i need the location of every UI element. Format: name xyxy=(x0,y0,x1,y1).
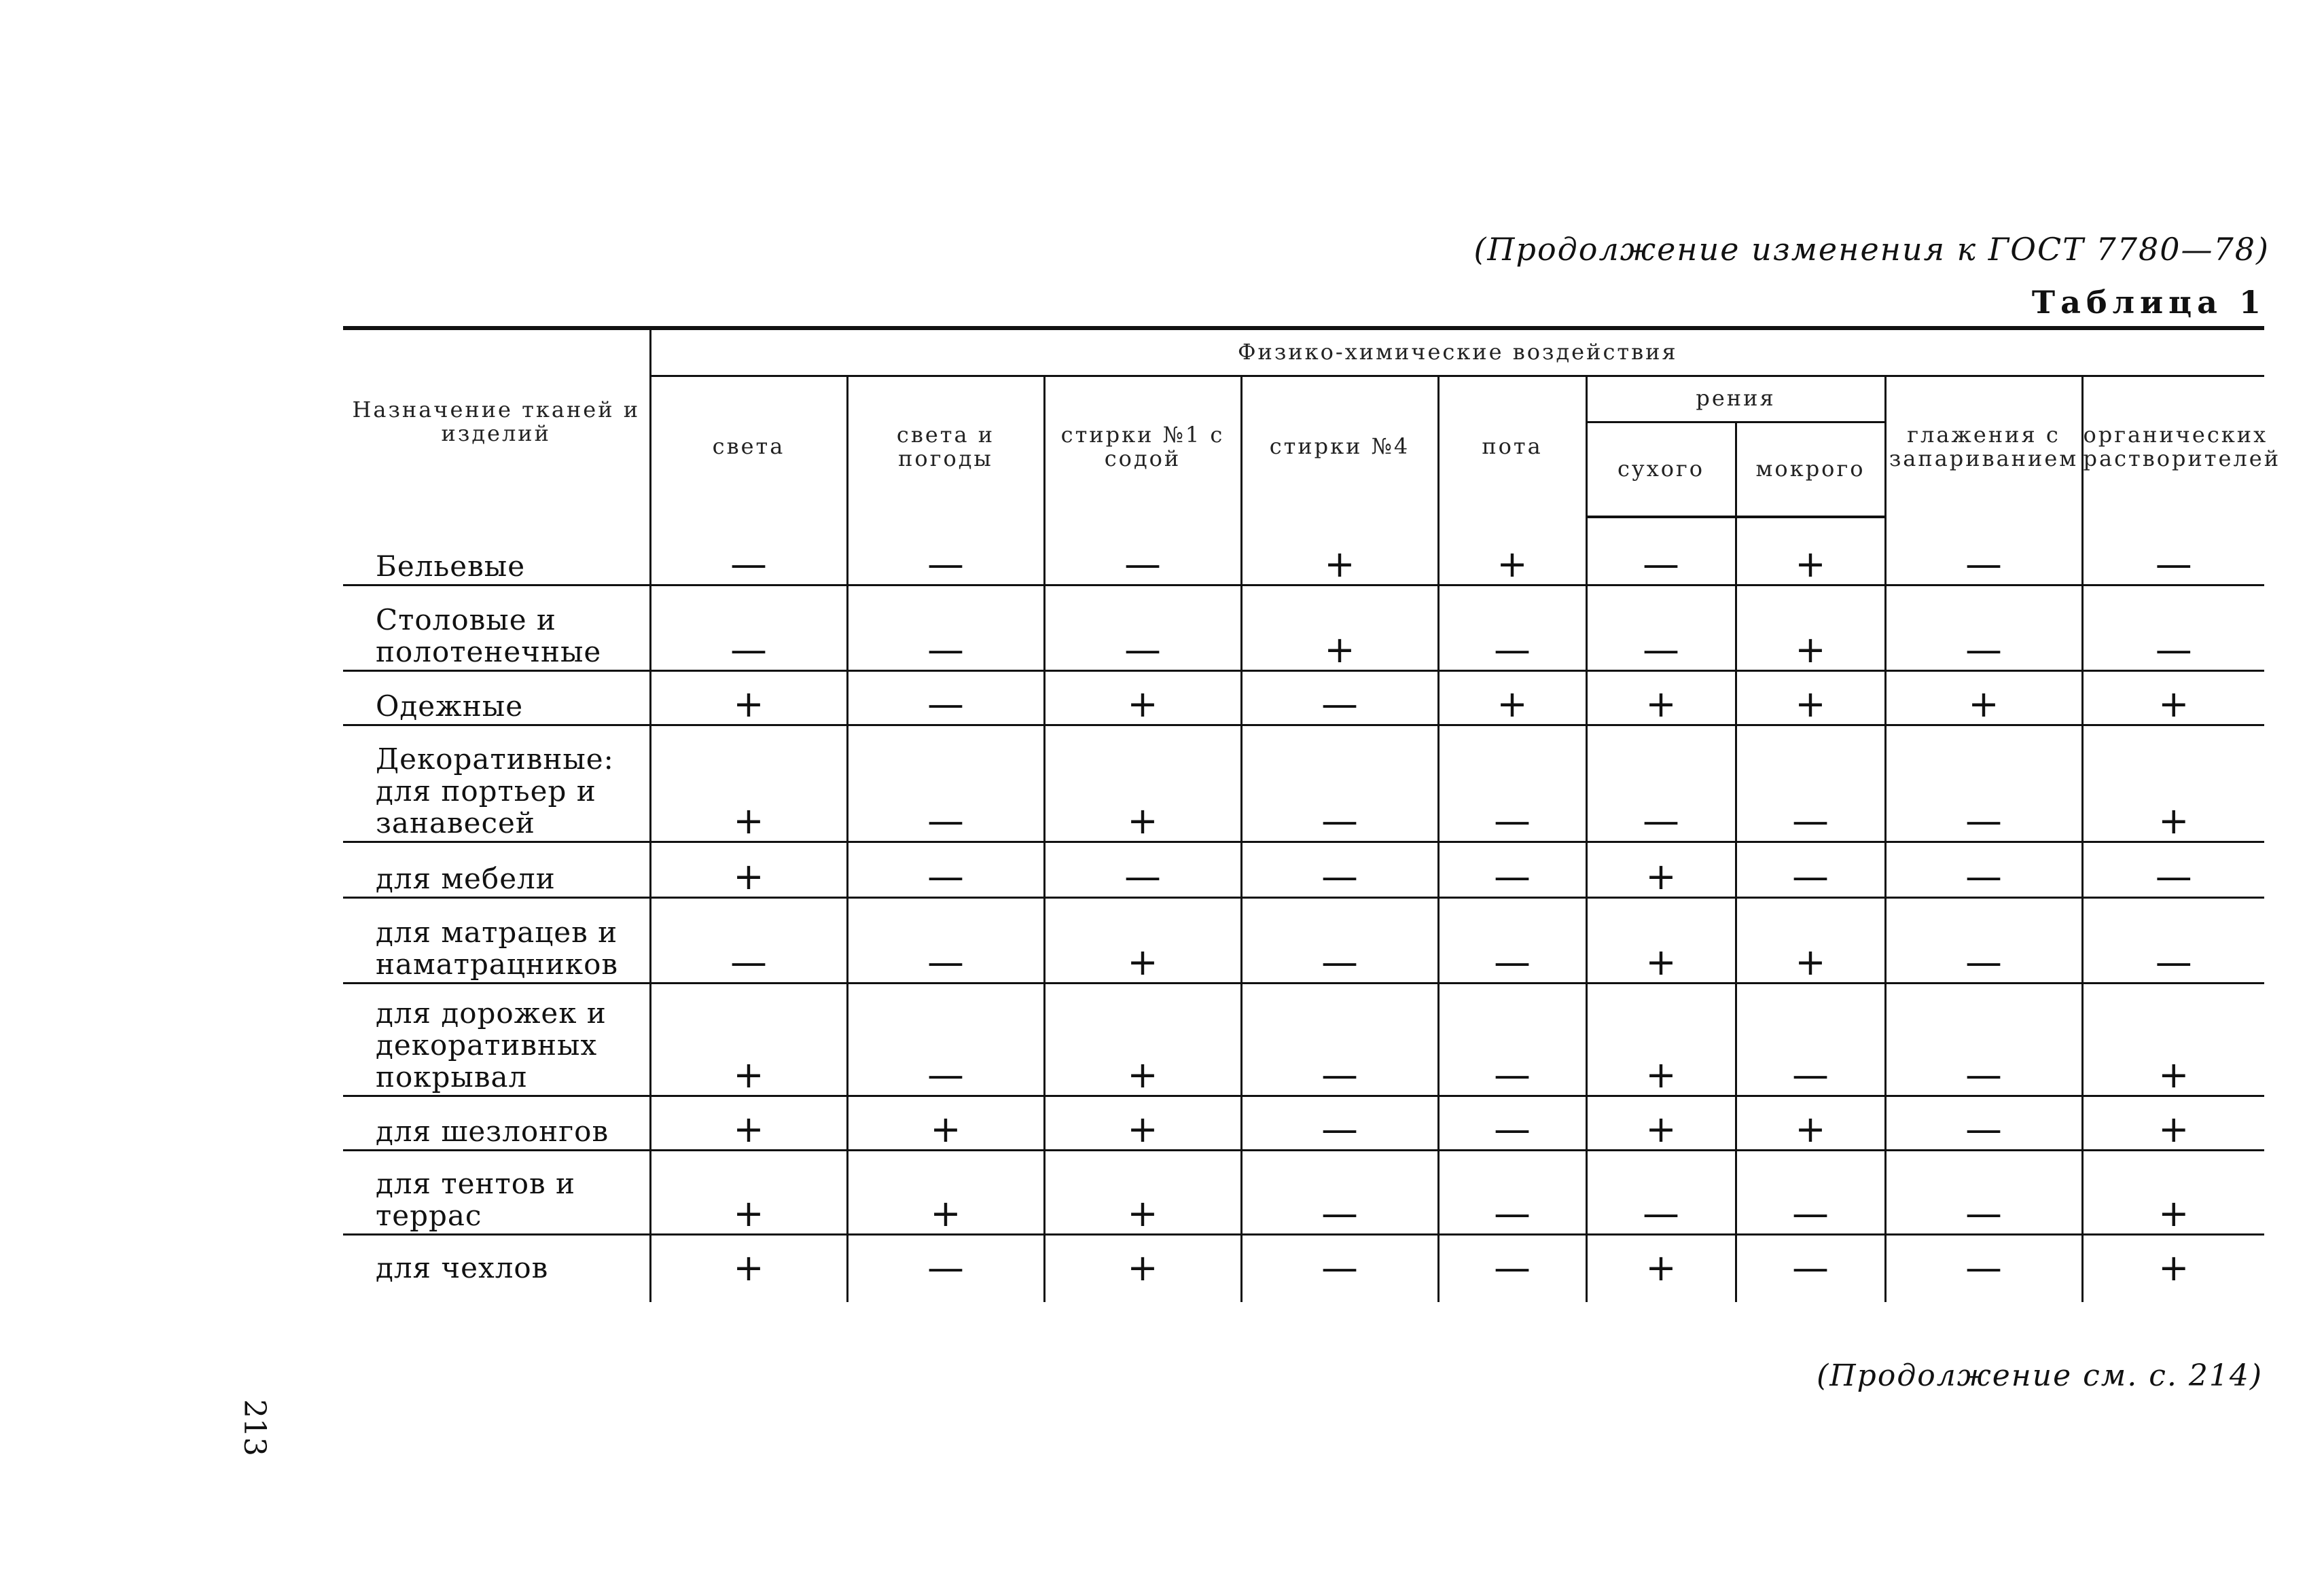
cell: — xyxy=(1044,517,1241,585)
cell: — xyxy=(1736,983,1885,1096)
cell: — xyxy=(1885,842,2082,897)
cell: — xyxy=(1438,897,1586,983)
cell: — xyxy=(2082,517,2264,585)
cell: + xyxy=(1044,1234,1241,1302)
row-label: для мебели xyxy=(343,842,650,897)
cell: — xyxy=(2082,897,2264,983)
cell: — xyxy=(1241,842,1438,897)
cell: — xyxy=(1044,842,1241,897)
header-col-wash4: стирки №4 xyxy=(1241,376,1438,517)
header-physchem-group: Физико-химические воздействия xyxy=(650,328,2264,376)
cell: — xyxy=(1241,1234,1438,1302)
cell: — xyxy=(1438,983,1586,1096)
cell: — xyxy=(847,983,1044,1096)
table-row xyxy=(343,517,2264,585)
cell: — xyxy=(847,842,1044,897)
table-row xyxy=(343,1150,2264,1234)
row-label: для дорожек и декоративных покрывал xyxy=(343,983,650,1096)
cell: + xyxy=(2082,1234,2264,1302)
cell: — xyxy=(1885,585,2082,670)
cell: + xyxy=(650,983,847,1096)
cell: — xyxy=(1438,1096,1586,1150)
cell: — xyxy=(1885,517,2082,585)
cell: — xyxy=(847,517,1044,585)
cell: — xyxy=(1885,1096,2082,1150)
cell: — xyxy=(1736,1150,1885,1234)
cell: + xyxy=(1586,842,1736,897)
row-label: для тентов и террас xyxy=(343,1150,650,1234)
table-body xyxy=(343,517,2264,1302)
cell: — xyxy=(1044,585,1241,670)
cell: + xyxy=(1736,585,1885,670)
cell: — xyxy=(650,517,847,585)
table-row xyxy=(343,725,2264,842)
cell: + xyxy=(1586,1234,1736,1302)
header-rubbing-group: рения xyxy=(1586,376,1885,422)
row-label: Столовые и полотенечные xyxy=(343,585,650,670)
cell: + xyxy=(1586,983,1736,1096)
cell: — xyxy=(1736,1234,1885,1302)
cell: + xyxy=(1044,897,1241,983)
table-row xyxy=(343,983,2264,1096)
cell: + xyxy=(1736,670,1885,725)
cell: + xyxy=(650,670,847,725)
table-row xyxy=(343,1096,2264,1150)
cell: + xyxy=(1736,897,1885,983)
cell: — xyxy=(847,585,1044,670)
row-label: Одежные xyxy=(343,670,650,725)
cell: + xyxy=(2082,983,2264,1096)
cell: + xyxy=(847,1150,1044,1234)
cell: + xyxy=(1586,670,1736,725)
cell: + xyxy=(2082,670,2264,725)
table-row xyxy=(343,670,2264,725)
fabric-resistance-table xyxy=(343,326,2281,1302)
header-col-dry: сухого xyxy=(1586,422,1736,517)
cell: + xyxy=(2082,1096,2264,1150)
cell: + xyxy=(2082,725,2264,842)
cell: — xyxy=(1241,670,1438,725)
cell: + xyxy=(1044,983,1241,1096)
cell: — xyxy=(1241,725,1438,842)
header-col-ironing: глажения с запариванием xyxy=(1885,376,2082,517)
cell: — xyxy=(1586,517,1736,585)
row-label: Бельевые xyxy=(343,517,650,585)
cell: — xyxy=(1736,725,1885,842)
continuation-header: (Продолжение изменения к ГОСТ 7780—78) xyxy=(1473,231,2270,268)
row-label: для чехлов xyxy=(376,1251,549,1285)
cell: — xyxy=(1438,1150,1586,1234)
cell: + xyxy=(1885,670,2082,725)
header-purpose: Назначение тканей и изделий xyxy=(343,328,650,517)
cell: + xyxy=(1044,725,1241,842)
cell: + xyxy=(1736,517,1885,585)
cell: + xyxy=(1044,1150,1241,1234)
cell: — xyxy=(1885,897,2082,983)
table-row xyxy=(343,897,2264,983)
cell: + xyxy=(650,842,847,897)
header-col-sweat: пота xyxy=(1438,376,1586,517)
cell: + xyxy=(1044,670,1241,725)
cell: — xyxy=(1885,1234,2082,1302)
cell: — xyxy=(847,1234,1044,1302)
header-col-light-weather: света и погоды xyxy=(847,376,1044,517)
cell: — xyxy=(2082,585,2264,670)
cell: — xyxy=(1736,842,1885,897)
cell: + xyxy=(2082,1150,2264,1234)
row-label: для матрацев и наматрацников xyxy=(343,897,650,983)
cell: + xyxy=(1586,897,1736,983)
cell: + xyxy=(1438,670,1586,725)
cell: — xyxy=(1885,983,2082,1096)
cell: — xyxy=(650,897,847,983)
row-label: Декоративные: для портьер и занавесей xyxy=(343,725,650,842)
cell: — xyxy=(847,670,1044,725)
cell: — xyxy=(847,725,1044,842)
cell: + xyxy=(650,1150,847,1234)
cell: + xyxy=(1736,1096,1885,1150)
cell: — xyxy=(1586,585,1736,670)
cell: + xyxy=(650,1234,847,1302)
cell: — xyxy=(1241,1150,1438,1234)
table-title: Таблица 1 xyxy=(2031,284,2266,321)
cell: + xyxy=(1586,1096,1736,1150)
cell: + xyxy=(1241,517,1438,585)
cell: + xyxy=(1044,1096,1241,1150)
header-col-wet: мокрого xyxy=(1736,422,1885,517)
cell: — xyxy=(1241,1096,1438,1150)
cell: + xyxy=(847,1096,1044,1150)
table-row xyxy=(343,1234,2264,1302)
cell: — xyxy=(1438,842,1586,897)
cell: + xyxy=(1241,585,1438,670)
continuation-footer: (Продолжение см. с. 214) xyxy=(1817,1358,2263,1393)
table-row xyxy=(343,842,2264,897)
cell: + xyxy=(1438,517,1586,585)
cell: — xyxy=(650,585,847,670)
header-col-solvents: органических растворителей xyxy=(2082,376,2264,517)
table-row xyxy=(343,585,2264,670)
cell: — xyxy=(1241,897,1438,983)
cell: — xyxy=(1586,725,1736,842)
cell: — xyxy=(1885,1150,2082,1234)
cell: — xyxy=(1885,725,2082,842)
cell: + xyxy=(650,725,847,842)
cell: — xyxy=(1438,725,1586,842)
header-col-light: света xyxy=(650,376,847,517)
cell: — xyxy=(847,897,1044,983)
cell: — xyxy=(1241,983,1438,1096)
row-label: для шезлонгов xyxy=(343,1096,650,1150)
cell: + xyxy=(650,1096,847,1150)
cell: — xyxy=(1586,1150,1736,1234)
cell: — xyxy=(1438,585,1586,670)
page-number: 213 xyxy=(237,1399,272,1456)
table-header xyxy=(343,328,2281,517)
header-col-wash1: стирки №1 с содой xyxy=(1044,376,1241,517)
cell: — xyxy=(1438,1234,1586,1302)
cell: — xyxy=(2082,842,2264,897)
